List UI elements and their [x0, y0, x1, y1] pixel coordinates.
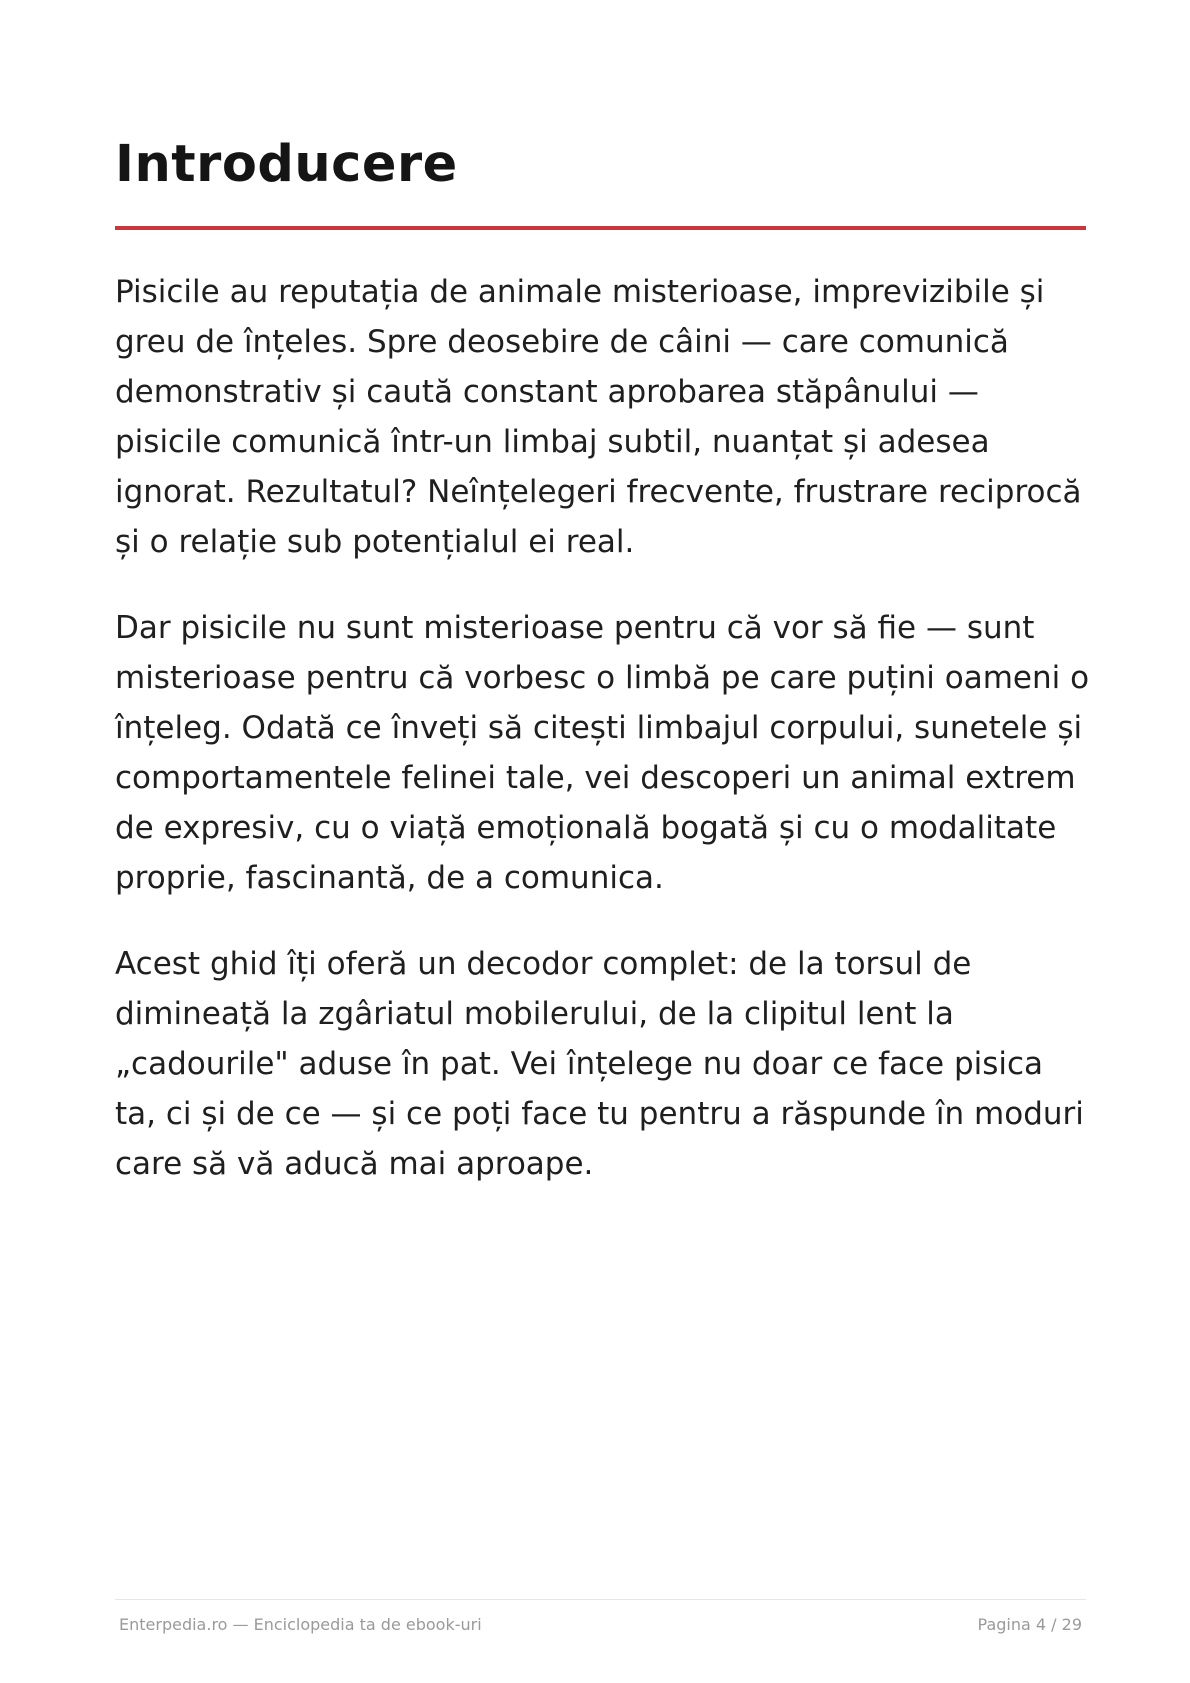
paragraph: Dar pisicile nu sunt misterioase pentru că vor să fie — sunt misterioase pentru că vorbesc o limbă pe care puțini oameni o înțeleg. Odată ce înveți să citești limbajul corpului, sunetele și comportamentele felinei tale, vei descoperi un animal extrem de expresiv, cu o viață emoțională bogată și cu o modalitate proprie, fascinantă, de a comunica. [115, 610, 1090, 896]
heading-divider [115, 226, 1086, 230]
paragraph: Acest ghid îți oferă un decodor complet: de la torsul de dimineață la zgâriatul mobilerului, de la clipitul lent la „cadourile" aduse în pat. Vei înțelege nu doar ce face pisica ta, ci și de ce — și ce poți face tu pentru a răspunde în moduri care să vă aducă mai aproape. [115, 946, 1084, 1182]
page-heading: Introducere [115, 135, 458, 194]
paragraph: Pisicile au reputația de animale misterioase, imprevizibile și greu de înțeles. Spre deosebire de câini — care comunică demonstrativ și caută constant aprobarea stăpânului — pisicile comunică într-un limbaj subtil, nuanțat și adesea ignorat. Rezultatul? Neînțelegeri frecvente, frustrare reciprocă și o relație sub potențialul ei real. [115, 274, 1082, 560]
footer-site-label: Enterpedia.ro — Enciclopedia ta de ebook-uri [119, 1615, 482, 1634]
body-text [115, 267, 1090, 1225]
footer-divider [115, 1599, 1086, 1600]
footer-page-number: Pagina 4 / 29 [977, 1615, 1082, 1634]
